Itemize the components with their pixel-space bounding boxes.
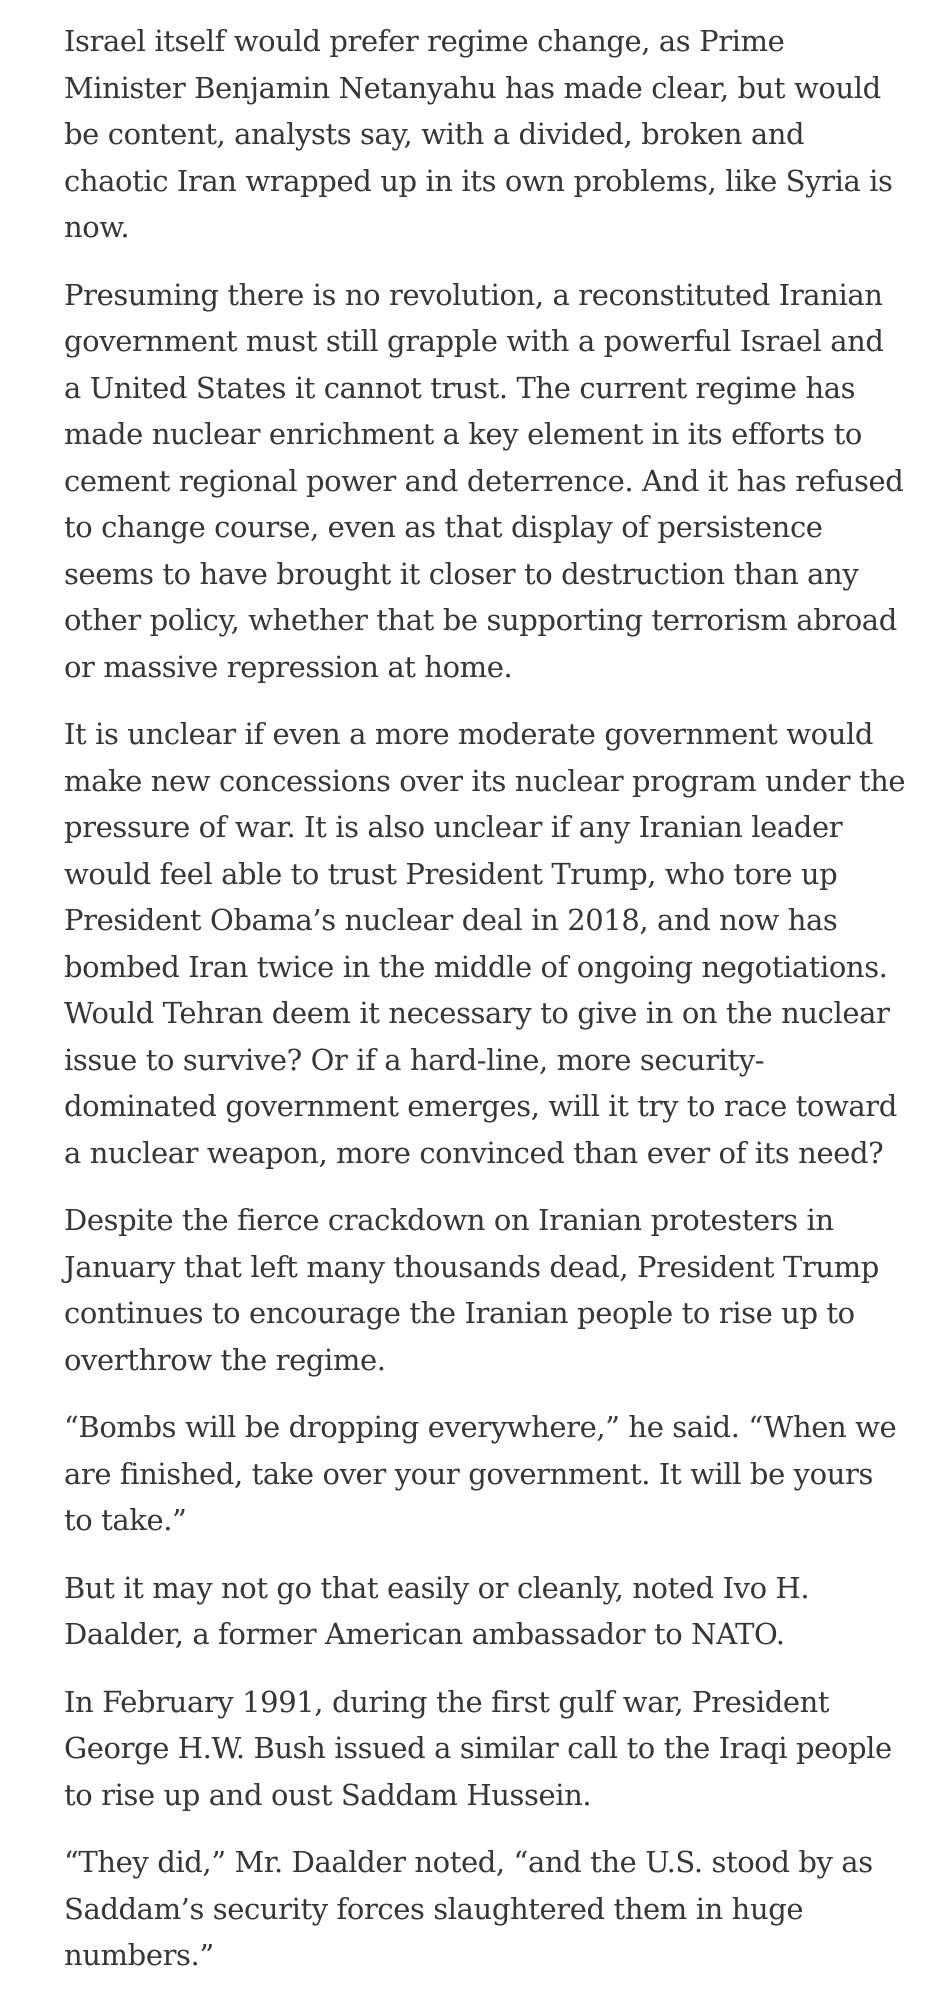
paragraph-3: It is unclear if even a more moderate government would make new concessions over its nuclear program under the pressure of war. It is also unclear if any Iranian leader would feel able to trust President Trump, who tore up President Obama’s nuclear deal in 2018, and now has bombed Iran twice in the middle of ongoing negotiations. Would Tehran deem it necessary to give in on the nuclear issue to survive? Or if a hard-line, more security-dominated government emerges, will it try to race toward a nuclear weapon, more convinced than ever of its need? [64,717,906,1170]
paragraph-5-quote: “Bombs will be dropping everywhere,” he said. “When we are finished, take over your government. It will be yours to take.” [64,1410,897,1537]
paragraph-4: Despite the fierce crackdown on Iranian protesters in January that left many thousands dead, President Trump continues to encourage the Iranian people to rise up to overthrow the regime. [64,1203,879,1377]
paragraph-6: But it may not go that easily or cleanly, noted Ivo H. Daalder, a former American ambassador to NATO. [64,1570,810,1651]
paragraph-7: In February 1991, during the first gulf war, President George H.W. Bush issued a similar call to the Iraqi people to rise up and oust Saddam Hussein. [64,1684,892,1812]
paragraph-2: Presuming there is no revolution, a reconstituted Iranian government must still grapple with a powerful Israel and a United States it cannot trust. The current regime has made nuclear enrichment a key element in its efforts to cement regional power and deterrence. And it has refused to change course, even as that display of persistence seems to have brought it closer to destruction than any other policy, whether that be supporting terrorism abroad or massive repression at home. [64,277,904,684]
paragraph-1: Israel itself would prefer regime change, as Prime Minister Benjamin Netanyahu has made clear, but would be content, analysts say, with a divided, broken and chaotic Iran wrapped up in its own problems, like Syria is now. [64,24,893,244]
paragraph-8-quote: “They did,” Mr. Daalder noted, “and the U.S. stood by as Saddam’s security forces slaughtered them in huge numbers.” [64,1845,873,1972]
